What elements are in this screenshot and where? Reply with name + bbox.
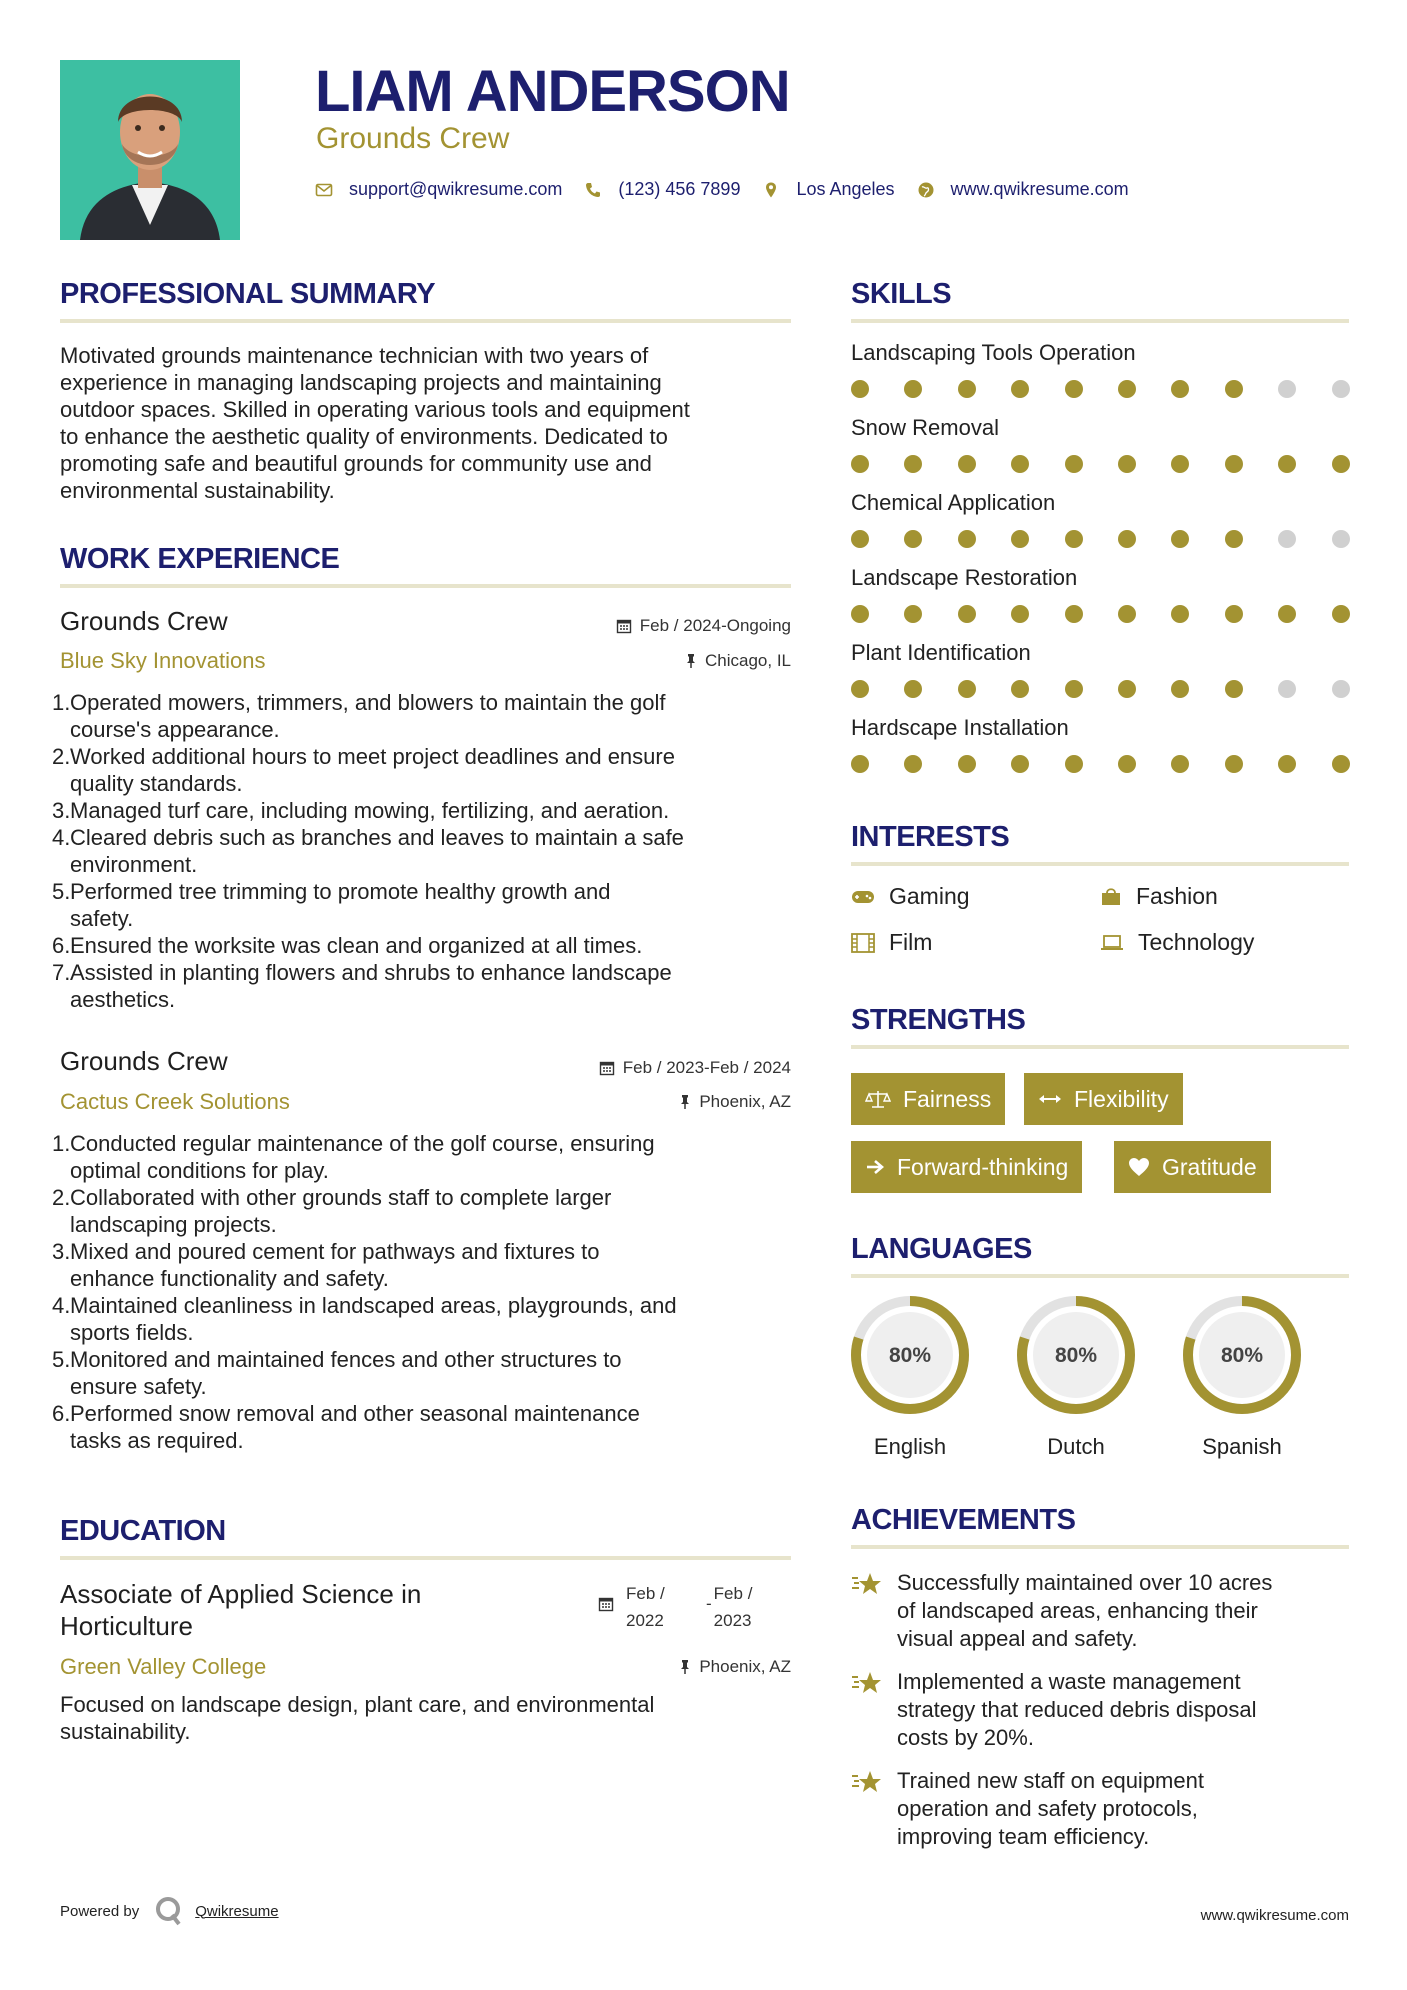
list-line: environment. [70,852,198,877]
language-name: Dutch [1047,1434,1105,1459]
contact-website-text: www.qwikresume.com [950,179,1129,199]
skill-dot-filled [851,530,869,548]
job-duties-list [52,1130,802,1454]
degree-title [60,1578,421,1642]
list-line: aesthetics. [70,987,176,1012]
list-item [52,932,802,959]
skill-rating [851,605,1351,623]
skill-dot-filled [1278,455,1296,473]
job-company: Blue Sky Innovations [60,648,266,673]
achievements-divider [851,1545,1349,1549]
list-item [52,959,802,1013]
list-number: 5. [52,1347,71,1372]
interest-gaming [851,883,970,910]
list-line: enhance functionality and safety. [70,1266,389,1291]
skill-item [851,640,1351,698]
language-name: English [873,1434,947,1459]
list-item [52,1400,802,1454]
list-line: Maintained cleanliness in landscaped areas, playgrounds, and [70,1293,677,1318]
achievement-line: Trained new staff on equipment [897,1768,1204,1793]
skill-dot-filled [958,605,976,623]
achievement-text [897,1569,1272,1653]
summary-line: experience in managing landscaping projects and maintaining [60,370,662,395]
candidate-role: Grounds Crew [316,122,510,155]
contact-email[interactable] [315,179,562,200]
strength-label: Gratitude [1162,1153,1257,1180]
list-line: landscaping projects. [70,1212,277,1237]
education-line: sustainability. [60,1719,191,1744]
skill-dot-empty [1278,380,1296,398]
summary-line: to enhance the aesthetic quality of environments. Dedicated to [60,424,668,449]
footer-powered-by [60,1896,279,1926]
skill-item [851,490,1351,548]
list-line: Collaborated with other grounds staff to complete larger [70,1185,612,1210]
skill-rating [851,455,1351,473]
skill-name: Hardscape Installation [851,715,1069,740]
education-description [60,1691,800,1745]
skill-dot-filled [1171,680,1189,698]
strengths-heading: STRENGTHS [851,1004,1026,1036]
skill-dot-filled [1171,380,1189,398]
skill-dot-filled [958,755,976,773]
skill-dot-filled [958,380,976,398]
job-date [616,616,791,636]
language-item [1180,1293,1304,1460]
languages-heading: LANGUAGES [851,1233,1032,1265]
skill-dot-filled [1225,755,1243,773]
strengths-divider [851,1045,1349,1049]
skill-rating [851,380,1351,398]
calendar-icon [616,618,632,634]
pushpin-icon [679,1659,691,1675]
summary-line: promoting safe and beautiful grounds for community use and [60,451,652,476]
strength-label: Fairness [903,1085,992,1112]
skill-dot-empty [1332,380,1350,398]
strength-badge-forward-thinking [851,1141,1082,1193]
skill-dot-filled [1225,455,1243,473]
date-dash: - [706,1594,712,1613]
skill-dot-filled [1171,455,1189,473]
skill-dot-filled [1332,755,1350,773]
interests-heading: INTERESTS [851,821,1010,853]
envelope-icon [315,181,333,199]
list-line: Ensured the worksite was clean and organized at all times. [70,933,643,958]
skill-dot-filled [1278,605,1296,623]
skill-dot-filled [1065,605,1083,623]
degree-line: Associate of Applied Science in [60,1579,422,1609]
summary-text [60,342,800,504]
contact-phone[interactable] [584,179,740,200]
list-number: 1. [52,690,71,715]
skill-dot-filled [904,755,922,773]
degree-line: Horticulture [60,1611,193,1641]
list-line: quality standards. [70,771,243,796]
skill-item [851,565,1351,623]
skill-dot-filled [1225,530,1243,548]
achievement-item [851,1569,1351,1653]
star-badge-icon [851,1571,883,1597]
interests-divider [851,862,1349,866]
job-location-text: Chicago, IL [705,651,791,670]
language-percent: 80% [1054,1344,1098,1367]
skill-dot-filled [904,455,922,473]
strength-badge-gratitude [1114,1141,1271,1193]
contact-location [762,179,894,200]
job-date-text: Feb / 2023-Feb / 2024 [622,1058,791,1077]
education-heading: EDUCATION [60,1515,226,1547]
skill-dot-filled [1225,380,1243,398]
school-location-text: Phoenix, AZ [699,1657,791,1676]
job-date-text: Feb / 2024-Ongoing [639,616,791,635]
skill-name: Snow Removal [851,415,999,440]
achievement-line: Implemented a waste management [897,1669,1241,1694]
powered-by-text: Powered by [60,1902,140,1920]
skill-dot-filled [851,455,869,473]
qwikresume-logo-icon [155,1896,183,1926]
list-line: Managed turf care, including mowing, fertilizing, and aeration. [70,798,670,823]
skill-dot-filled [1065,680,1083,698]
interest-film [851,929,932,956]
contact-email-text: support@qwikresume.com [349,179,563,199]
strength-label: Forward-thinking [897,1153,1069,1180]
film-icon [851,933,875,953]
pushpin-icon [685,653,697,669]
balance-scale-icon [865,1089,891,1109]
education-divider [60,1556,791,1560]
list-item [52,1130,802,1184]
pushpin-icon [679,1094,691,1110]
achievement-item [851,1668,1351,1752]
list-item [52,1292,802,1346]
list-number: 3. [52,798,71,823]
skill-dot-filled [904,605,922,623]
list-line: Conducted regular maintenance of the golf course, ensuring [70,1131,655,1156]
list-number: 6. [52,933,71,958]
skill-dot-filled [1118,680,1136,698]
heart-icon [1128,1157,1150,1177]
list-number: 4. [52,1293,71,1318]
list-line: Monitored and maintained fences and other structures to [70,1347,622,1372]
skill-dot-filled [1171,530,1189,548]
globe-icon [917,181,935,199]
calendar-icon [599,1060,615,1076]
skill-dot-filled [904,380,922,398]
strength-label: Flexibility [1074,1085,1169,1112]
achievement-item [851,1767,1351,1851]
achievement-line: visual appeal and safety. [897,1626,1138,1651]
list-line: tasks as required. [70,1428,244,1453]
skill-dot-empty [1332,530,1350,548]
list-line: optimal conditions for play. [70,1158,329,1183]
profile-photo [60,60,240,240]
list-line: sports fields. [70,1320,194,1345]
phone-icon [584,181,602,199]
skill-dot-filled [1011,605,1029,623]
skill-dot-filled [851,755,869,773]
skill-dot-filled [1118,380,1136,398]
skill-dot-filled [904,680,922,698]
skill-dot-filled [1011,380,1029,398]
skill-dot-filled [1118,755,1136,773]
interest-label: Gaming [889,883,970,909]
interest-technology [1100,929,1254,956]
list-line: Performed tree trimming to promote healthy growth and [70,879,611,904]
skill-item [851,340,1351,398]
skill-dot-filled [851,380,869,398]
language-item [1014,1293,1138,1460]
achievement-line: improving team efficiency. [897,1824,1150,1849]
date-line: Feb / [626,1584,665,1603]
list-line: Operated mowers, trimmers, and blowers to maintain the golf [70,690,666,715]
skill-dot-filled [1011,530,1029,548]
list-item [52,1184,802,1238]
skill-rating [851,530,1351,548]
skill-dot-filled [1011,455,1029,473]
skill-dot-empty [1278,530,1296,548]
summary-line: outdoor spaces. Skilled in operating various tools and equipment [60,397,690,422]
contact-bar [315,179,1151,200]
strength-badge-fairness [851,1073,1005,1125]
job-location [685,651,791,671]
star-badge-icon [851,1670,883,1696]
achievement-line: operation and safety protocols, [897,1796,1198,1821]
list-line: Worked additional hours to meet project deadlines and ensure [70,744,675,769]
strength-badge-flexibility [1024,1073,1183,1125]
skill-item [851,715,1351,773]
list-line: Assisted in planting flowers and shrubs to enhance landscape [70,960,672,985]
date-line: 2022 [626,1611,664,1630]
contact-website[interactable] [917,179,1129,200]
skill-name: Chemical Application [851,490,1056,515]
skill-dot-filled [1332,455,1350,473]
list-item [52,743,802,797]
skill-dot-filled [1171,605,1189,623]
shopping-bag-icon [1100,887,1122,907]
skill-dot-filled [1225,605,1243,623]
job-title: Grounds Crew [60,606,228,636]
skill-name: Plant Identification [851,640,1031,665]
arrow-right-icon [865,1158,885,1176]
summary-line: Motivated grounds maintenance technician with two years of [60,343,649,368]
experience-heading: WORK EXPERIENCE [60,543,340,575]
skill-dot-filled [1332,605,1350,623]
skill-dot-filled [851,605,869,623]
education-dates [598,1580,752,1634]
list-item [52,689,802,743]
list-line: Performed snow removal and other seasonal maintenance [70,1401,640,1426]
job-duties-list [52,689,802,1013]
language-name: Spanish [1202,1434,1282,1459]
contact-phone-text: (123) 456 7899 [618,179,741,199]
achievement-text [897,1767,1204,1851]
skill-dot-filled [1065,755,1083,773]
language-ring [1180,1293,1304,1417]
achievement-line: Successfully maintained over 10 acres [897,1570,1273,1595]
school-name: Green Valley College [60,1654,267,1679]
person-portrait-image [60,60,240,240]
contact-location-text: Los Angeles [796,179,895,199]
list-item [52,878,802,932]
arrows-horizontal-icon [1038,1092,1062,1106]
skills-divider [851,319,1349,323]
interest-label: Film [889,929,933,955]
skill-dot-filled [851,680,869,698]
skill-dot-empty [1278,680,1296,698]
interest-fashion [1100,883,1218,910]
language-ring [848,1293,972,1417]
job-company: Cactus Creek Solutions [60,1089,290,1114]
skill-dot-filled [1171,755,1189,773]
skill-dot-filled [958,455,976,473]
languages-divider [851,1274,1349,1278]
achievement-line: of landscaped areas, enhancing their [897,1598,1258,1623]
education-end [714,1580,753,1634]
job-location [679,1092,791,1112]
list-item [52,824,802,878]
language-percent: 80% [1220,1344,1264,1367]
language-item [848,1293,972,1460]
list-number: 3. [52,1239,71,1264]
list-number: 1. [52,1131,71,1156]
qwikresume-link[interactable]: Qwikresume [195,1902,279,1920]
list-number: 7. [52,960,71,985]
summary-divider [60,319,791,323]
achievement-line: strategy that reduced debris disposal [897,1697,1257,1722]
language-ring [1014,1293,1138,1417]
education-start [626,1580,706,1634]
skill-dot-filled [1011,755,1029,773]
achievement-line: costs by 20%. [897,1725,1034,1750]
interest-label: Technology [1138,929,1255,955]
candidate-name: LIAM ANDERSON [315,59,790,124]
list-item [52,1346,802,1400]
star-badge-icon [851,1769,883,1795]
skill-dot-filled [1118,605,1136,623]
list-item [52,797,802,824]
list-item [52,1238,802,1292]
list-number: 2. [52,744,71,769]
skill-dot-filled [1278,755,1296,773]
skill-dot-filled [958,680,976,698]
achievements-heading: ACHIEVEMENTS [851,1504,1076,1536]
skill-dot-filled [1011,680,1029,698]
list-line: ensure safety. [70,1374,207,1399]
calendar-icon [598,1596,614,1612]
location-pin-icon [762,181,780,199]
skills-heading: SKILLS [851,278,952,310]
list-line: safety. [70,906,134,931]
experience-divider [60,584,791,588]
skill-dot-filled [1065,380,1083,398]
interest-label: Fashion [1136,883,1218,909]
list-line: Cleared debris such as branches and leaves to maintain a safe [70,825,684,850]
date-line: Feb / [713,1584,753,1603]
education-line: Focused on landscape design, plant care, and environmental [60,1692,655,1717]
skill-dot-filled [1065,530,1083,548]
skill-rating [851,755,1351,773]
skill-name: Landscaping Tools Operation [851,340,1136,365]
skill-dot-filled [1118,455,1136,473]
summary-heading: PROFESSIONAL SUMMARY [60,278,436,310]
skill-dot-filled [1118,530,1136,548]
school-location [679,1657,791,1677]
gamepad-icon [851,889,875,905]
skill-rating [851,680,1351,698]
list-number: 2. [52,1185,71,1210]
skill-dot-filled [1065,455,1083,473]
list-number: 4. [52,825,71,850]
laptop-icon [1100,934,1124,952]
language-percent: 80% [888,1344,932,1367]
list-number: 5. [52,879,71,904]
achievement-text [897,1668,1257,1752]
job-title: Grounds Crew [60,1046,228,1076]
skill-dot-filled [958,530,976,548]
list-line: course's appearance. [70,717,280,742]
skill-name: Landscape Restoration [851,565,1078,590]
date-line: 2023 [713,1611,752,1630]
job-location-text: Phoenix, AZ [699,1092,791,1111]
list-line: Mixed and poured cement for pathways and fixtures to [70,1239,600,1264]
job-date [599,1058,791,1078]
summary-line: environmental sustainability. [60,478,335,503]
list-number: 6. [52,1401,71,1426]
skill-dot-filled [904,530,922,548]
skill-dot-empty [1332,680,1350,698]
skill-dot-filled [1225,680,1243,698]
skill-item [851,415,1351,473]
footer-url[interactable]: www.qwikresume.com [1200,1907,1349,1924]
